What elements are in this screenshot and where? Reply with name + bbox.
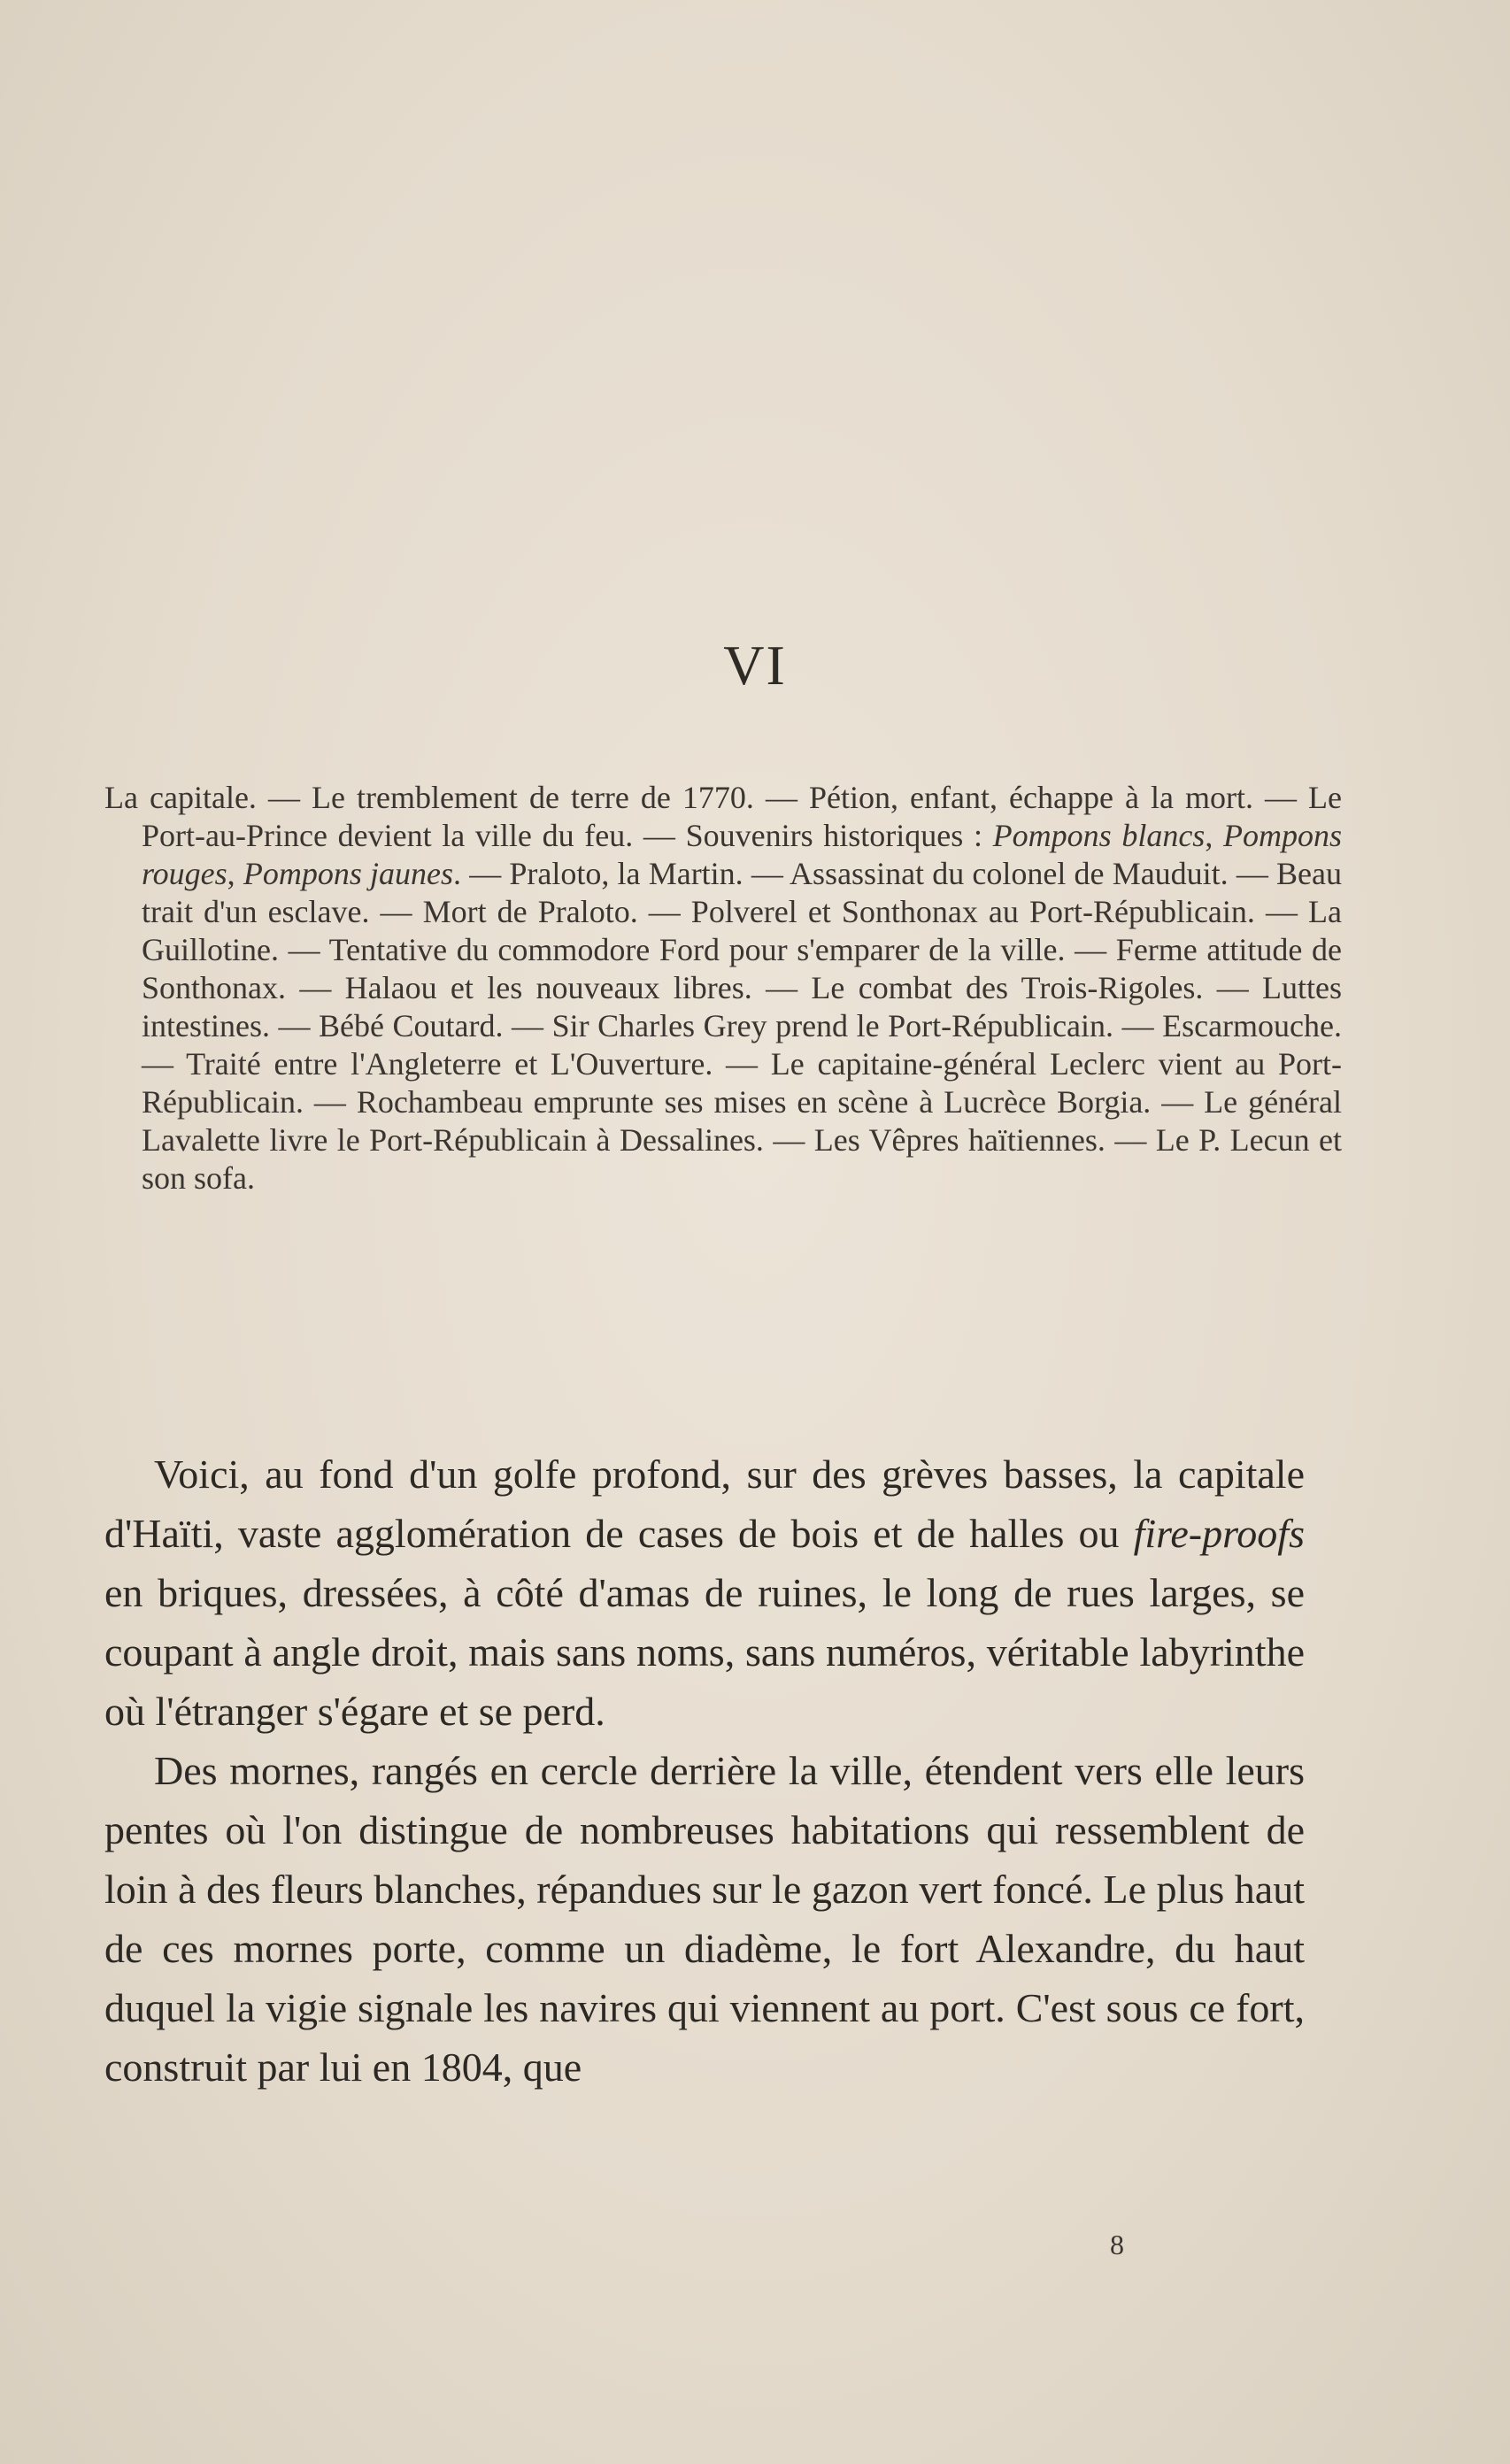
body-text: [104, 1444, 1305, 2097]
page-number: 8: [1110, 2229, 1124, 2260]
summary-text-2: . — Praloto, la Martin. — Assassinat du colonel de Mauduit. — Beau trait d'un esclave. — Mort de Praloto. — Polverel et Sonthonax au Port-Républicain. — La Guillotine. — Tentative du commodore Ford pour s'emparer de la ville. — Ferme attitude de Sonthonax. — Halaou et les nouveaux libres. — Le combat des Trois-Rigoles. — Luttes intestines. — Bébé Coutard. — Sir Charles Grey prend le Port-Républicain. — Escarmouche. — Traité entre l'Angleterre et L'Ouverture. — Le capitaine-général Leclerc vient au Port-Républicain. — Rochambeau emprunte ses mises en scène à Lucrèce Borgia. — Le général Lavalette livre le Port-Républicain à Dessalines. — Les Vêpres haïtiennes. — Le P. Lecun et son sofa.: [142, 856, 1342, 1196]
summary-separator-2: ,: [227, 856, 243, 891]
summary-italic-pompons-jaunes: Pompons jaunes: [243, 856, 454, 891]
paragraph-1: [104, 1444, 1305, 1741]
paragraph-2: Des mornes, rangés en cercle derrière la ville, étendent vers elle leurs pentes où l'on distingue de nombreuses habitations qui ressemblent de loin à des fleurs blanches, répandues sur le gazon vert foncé. Le plus haut de ces mornes porte, comme un diadème, le fort Alexandre, du haut duquel la vigie signale les navires qui viennent au port. C'est sous ce fort, construit par lui en 1804, que: [104, 1748, 1305, 2090]
summary-italic-pompons-blancs: Pompons blancs: [992, 818, 1206, 853]
paragraph-1-text-a: Voici, au fond d'un golfe profond, sur des grèves basses, la capitale d'Haïti, vaste agglomération de cases de bois et de halles ou: [104, 1451, 1305, 1556]
paragraph-1-italic: fire-proofs: [1133, 1511, 1305, 1556]
summary-separator-1: ,: [1205, 818, 1223, 853]
chapter-summary: [104, 779, 1342, 1197]
chapter-number: VI: [723, 634, 787, 697]
summary-italic-pompons-rouges: Pompons rouges: [142, 818, 1342, 891]
paragraph-1-text-b: en briques, dressées, à côté d'amas de ruines, le long de rues larges, se coupant à angle droit, mais sans noms, sans numéros, véritable labyrinthe où l'étranger s'égare et se perd.: [104, 1570, 1305, 1734]
summary-text-1: La capitale. — Le tremblement de terre de 1770. — Pétion, enfant, échappe à la mort. — Le Port-au-Prince devient la ville du feu. — Souvenirs historiques :: [104, 780, 1342, 853]
